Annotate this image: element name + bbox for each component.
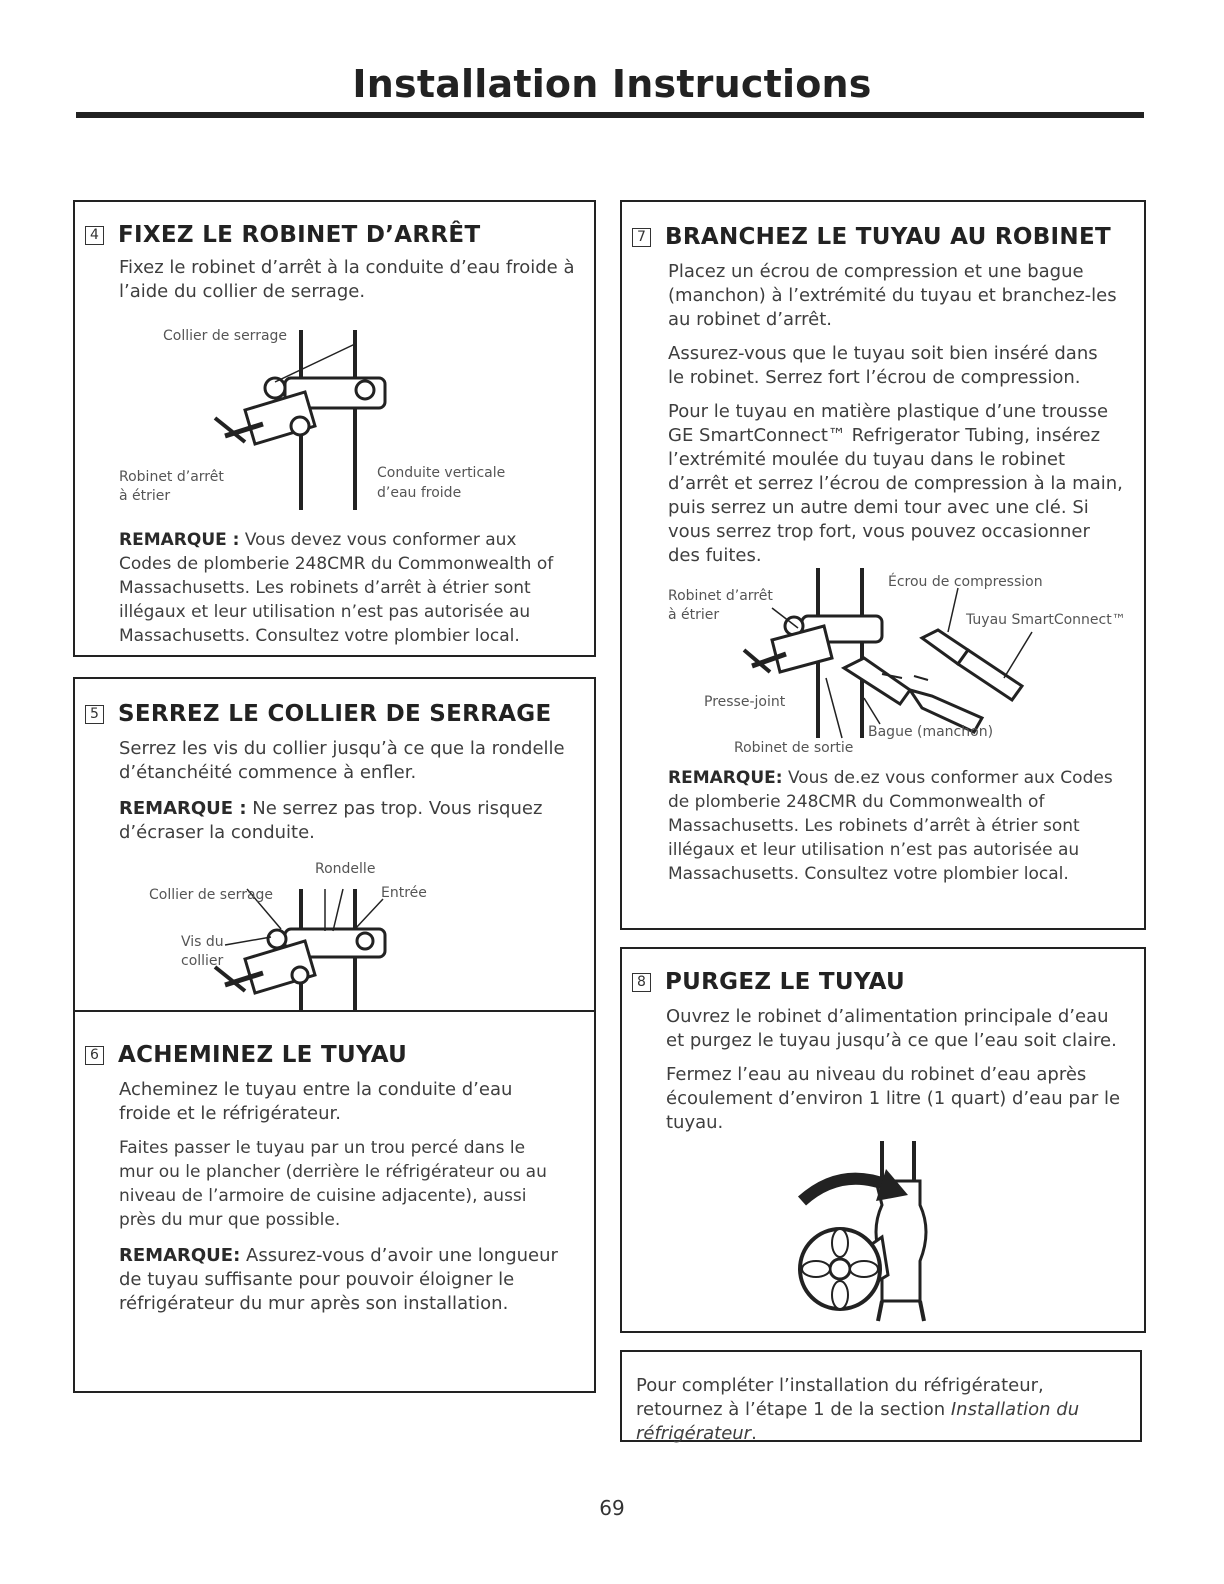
step-body-2: Fermez l’eau au niveau du robinet d’eau après écoulement d’environ 1 litre (1 quart) d’eau par le tuyau. xyxy=(666,1064,1121,1133)
water-valve-illustration xyxy=(782,1141,972,1321)
step-body: Serrez les vis du collier jusqu’à ce que la rondelle d’étanchéité commence à enfler. xyxy=(119,738,565,783)
note-label: REMARQUE: xyxy=(119,1245,241,1266)
note-label: REMARQUE : xyxy=(119,798,247,819)
label-clamp: Collier de serrage xyxy=(163,328,288,344)
step-number-badge: 4 xyxy=(85,226,104,245)
step-number-badge: 5 xyxy=(85,705,104,724)
note-text: Assurez-vous d’avoir une longueur de tuyau suffisante pour pouvoir éloigner le réfrigérateur du mur après son installation. xyxy=(119,1245,558,1314)
step-number-badge: 6 xyxy=(85,1046,104,1065)
note-text: Vous devez vous conformer aux Codes de plomberie 248CMR du Commonwealth of Massachusetts. Les robinets d’arrêt à étrier sont illégaux et leur utilisation n’est pas autorisée au Massachusetts. Consultez votre plombier local. xyxy=(119,530,554,646)
step-number-badge: 7 xyxy=(632,228,651,247)
final-note-text: Pour compléter l’installation du réfrigérateur, retournez à l’étape 1 de la section xyxy=(636,1375,1044,1420)
step-body-2: Faites passer le tuyau par un trou percé dans le mur ou le plancher (derrière le réfrigérateur ou au niveau de l’armoire de cuisine adjacente), aussi près du mur que possible. xyxy=(119,1138,547,1230)
label-compression-nut: Écrou de compression xyxy=(888,574,1043,590)
label-screw-line1: Vis du xyxy=(181,934,224,950)
step-number-badge: 8 xyxy=(632,973,651,992)
step-body: Fixez le robinet d’arrêt à la conduite d’eau froide à l’aide du collier de serrage. xyxy=(119,257,575,302)
label-inlet: Entrée xyxy=(381,885,427,901)
tube-connection-illustration xyxy=(732,568,1032,738)
step-note xyxy=(119,528,569,648)
step-6-box xyxy=(73,1010,596,1393)
step-heading: PURGEZ LE TUYAU xyxy=(665,969,905,995)
step-7-header xyxy=(632,224,1111,250)
saddle-valve-illustration xyxy=(205,330,465,510)
final-note-end: . xyxy=(751,1423,757,1444)
step-body-1: Acheminez le tuyau entre la conduite d’eau froide et le réfrigérateur. xyxy=(119,1079,513,1124)
step-8-box xyxy=(620,947,1146,1333)
label-smartconnect-tubing: Tuyau SmartConnect™ xyxy=(966,612,1126,628)
label-sleeve: Bague (manchon) xyxy=(868,724,994,740)
title-rule xyxy=(76,112,1144,118)
page-number: 69 xyxy=(599,1496,625,1520)
label-valve-line2: à étrier xyxy=(668,607,720,623)
step-body-2: Assurez-vous que le tuyau soit bien inséré dans le robinet. Serrez fort l’écrou de compression. xyxy=(668,343,1098,388)
label-screw-line2: collier xyxy=(181,953,224,969)
step-6-header xyxy=(85,1042,407,1068)
label-valve-line2: à étrier xyxy=(119,488,171,504)
clamp-tightening-illustration xyxy=(205,889,465,1019)
final-instruction-box xyxy=(620,1350,1142,1442)
label-washer: Rondelle xyxy=(315,861,376,877)
label-clamp: Collier de serrage xyxy=(149,887,274,903)
note-text: Ne serrez pas trop. Vous risquez d’écraser la conduite. xyxy=(119,798,543,843)
step-heading: ACHEMINEZ LE TUYAU xyxy=(118,1042,408,1068)
label-outlet-valve: Robinet de sortie xyxy=(734,740,854,756)
page-title: Installation Instructions xyxy=(352,62,872,106)
note-label: REMARQUE : xyxy=(119,530,240,550)
label-valve-line1: Robinet d’arrêt xyxy=(668,588,773,604)
step-heading: BRANCHEZ LE TUYAU AU ROBINET xyxy=(665,224,1111,250)
step-5-box xyxy=(73,677,596,1027)
step-4-header xyxy=(85,222,480,248)
section-reference: Installation du réfrigérateur xyxy=(636,1399,1080,1444)
note-text: Vous de.ez vous conformer aux Codes de plomberie 248CMR du Commonwealth of Massachusetts. Les robinets d’arrêt à étrier sont illégaux et leur utilisation n’est pas autorisée au Massachusetts. Consultez votre plombier local. xyxy=(668,768,1113,884)
step-note xyxy=(668,766,1118,886)
label-valve-line1: Robinet d’arrêt xyxy=(119,469,224,485)
step-note xyxy=(119,797,579,845)
label-pipe-line2: d’eau froide xyxy=(377,485,462,501)
final-instruction-text xyxy=(636,1374,1130,1446)
step-note xyxy=(119,1244,569,1316)
step-body-1: Placez un écrou de compression et une bague (manchon) à l’extrémité du tuyau et branchez-les au robinet d’arrêt. xyxy=(668,261,1117,330)
label-packing-nut: Presse-joint xyxy=(704,694,786,710)
step-7-box xyxy=(620,200,1146,930)
label-pipe-line1: Conduite verticale xyxy=(377,465,506,481)
step-4-box xyxy=(73,200,596,657)
step-5-header xyxy=(85,701,552,727)
step-body-1: Ouvrez le robinet d’alimentation principale d’eau et purgez le tuyau jusqu’à ce que l’eau soit claire. xyxy=(666,1006,1117,1051)
step-heading: SERREZ LE COLLIER DE SERRAGE xyxy=(118,701,552,727)
step-body-3: Pour le tuyau en matière plastique d’une trousse GE SmartConnect™ Refrigerator Tubing, insérez l’extrémité moulée du tuyau dans le robinet d’arrêt et serrez l’écrou de compression à la main, puis serrez un autre demi tour avec une clé. Si vous serrez trop fort, vous pouvez occasionner des fuites. xyxy=(668,401,1123,566)
step-8-header xyxy=(632,969,905,995)
step-heading: FIXEZ LE ROBINET D’ARRÊT xyxy=(118,222,481,248)
note-label: REMARQUE: xyxy=(668,768,783,788)
